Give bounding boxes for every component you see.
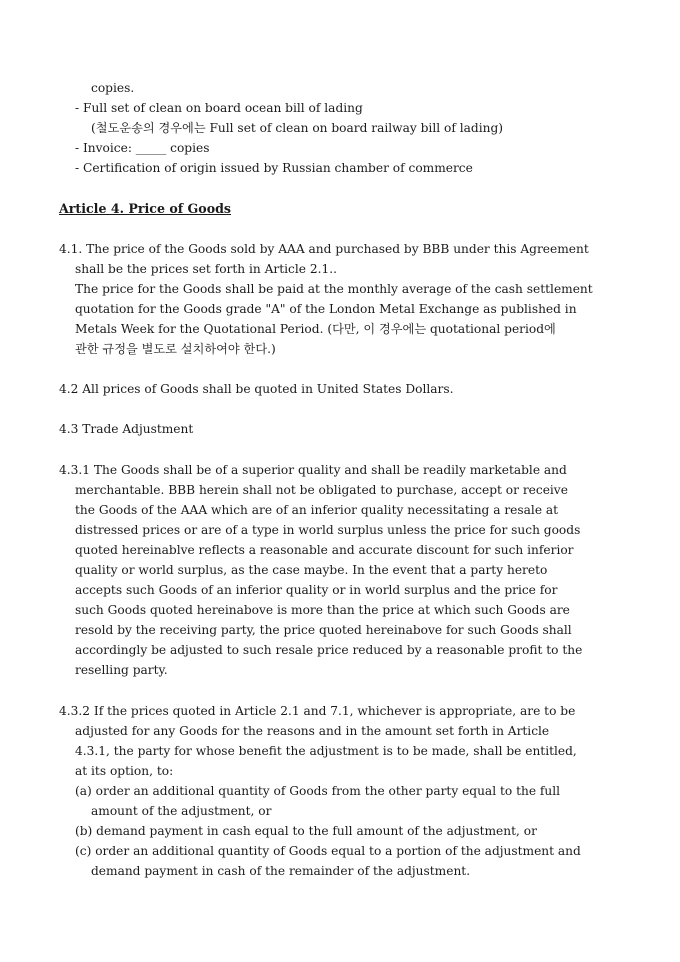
option-a-line-2: amount of the adjustment, or (91, 804, 272, 818)
clause-4-1-line-5: Metals Week for the Quotational Period. (다만, 이 경우에는 quotational period에 (75, 322, 556, 336)
clause-4-3-1-line-8: such Goods quoted hereinabove is more than the price at which such Goods are (75, 603, 570, 617)
list-item-certificate-of-origin: - Certification of origin issued by Russian chamber of commerce (75, 161, 473, 175)
clause-4-3-1-line-11: reselling party. (75, 663, 168, 677)
copies-continuation: copies. (91, 81, 135, 95)
clause-4-3-2-line-1: 4.3.2 If the prices quoted in Article 2.1 and 7.1, whichever is appropriate, are to be (59, 704, 576, 718)
option-c-line-2: demand payment in cash of the remainder of the adjustment. (91, 864, 471, 878)
clause-4-3-2-line-3: 4.3.1, the party for whose benefit the adjustment is to be made, shall be entitled, (75, 744, 577, 758)
clause-4-1-line-4: quotation for the Goods grade "A" of the London Metal Exchange as published in (75, 302, 577, 316)
option-c-line-1: (c) order an additional quantity of Goods equal to a portion of the adjustment and (75, 844, 581, 858)
clause-4-3-2-line-2: adjusted for any Goods for the reasons and in the amount set forth in Article (75, 724, 550, 738)
clause-4-3-1-line-4: distressed prices or are of a type in world surplus unless the price for such goods (75, 523, 581, 537)
clause-4-3-1-line-2: merchantable. BBB herein shall not be obligated to purchase, accept or receive (75, 483, 568, 497)
clause-4-3-1-line-6: quality or world surplus, as the case maybe. In the event that a party hereto (75, 563, 548, 577)
clause-4-3-1-line-9: resold by the receiving party, the price quoted hereinabove for such Goods shall (75, 623, 572, 637)
article-4-heading: Article 4. Price of Goods (59, 201, 231, 216)
clause-4-3-title: 4.3 Trade Adjustment (59, 422, 194, 436)
list-item-invoice: - Invoice: _____ copies (75, 141, 210, 155)
clause-4-3-1-line-1: 4.3.1 The Goods shall be of a superior quality and shall be readily marketable and (59, 463, 567, 477)
clause-4-1-line-1: 4.1. The price of the Goods sold by AAA and purchased by BBB under this Agreement (59, 242, 589, 256)
clause-4-3-2-line-4: at its option, to: (75, 764, 174, 778)
clause-4-1-line-2: shall be the prices set forth in Article 2.1.. (75, 262, 337, 276)
list-item-railway-note: (철도운송의 경우에는 Full set of clean on board railway bill of lading) (91, 121, 503, 135)
option-a-line-1: (a) order an additional quantity of Goods from the other party equal to the full (75, 784, 561, 798)
clause-4-3-1-line-5: quoted hereinablve reflects a reasonable and accurate discount for such inferior (75, 543, 574, 557)
clause-4-3-1-line-10: accordingly be adjusted to such resale price reduced by a reasonable profit to the (75, 643, 583, 657)
clause-4-1-line-6: 관한 규정을 별도로 설치하여야 한다.) (75, 342, 276, 356)
option-b: (b) demand payment in cash equal to the full amount of the adjustment, or (75, 824, 537, 838)
clause-4-2: 4.2 All prices of Goods shall be quoted in United States Dollars. (59, 382, 454, 396)
clause-4-1-line-3: The price for the Goods shall be paid at the monthly average of the cash settlement (75, 282, 593, 296)
list-item-bill-of-lading: - Full set of clean on board ocean bill of lading (75, 101, 363, 115)
clause-4-3-1-line-3: the Goods of the AAA which are of an inferior quality necessitating a resale at (75, 503, 559, 517)
clause-4-3-1-line-7: accepts such Goods of an inferior quality or in world surplus and the price for (75, 583, 558, 597)
